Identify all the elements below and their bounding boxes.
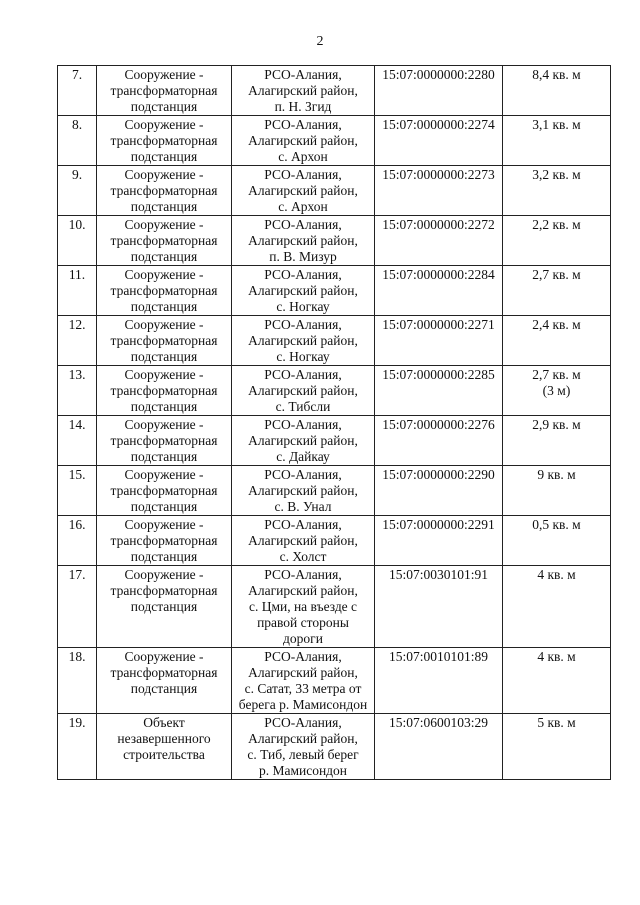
row-number-cell xyxy=(58,648,97,714)
area-cell xyxy=(503,216,611,266)
location-cell xyxy=(232,66,375,116)
object-type-line: трансформаторная xyxy=(110,283,218,298)
cadastral-number-cell xyxy=(375,216,503,266)
object-type-cell xyxy=(97,316,232,366)
object-type-line: трансформаторная xyxy=(110,183,218,198)
table-row xyxy=(58,566,611,648)
area-line: 3,2 кв. м xyxy=(532,167,581,182)
cadastral-number-cell xyxy=(375,166,503,216)
area-cell xyxy=(503,166,611,216)
object-type-line: подстанция xyxy=(130,299,198,314)
object-type-line: подстанция xyxy=(130,499,198,514)
row-number: 7. xyxy=(71,67,83,82)
object-type-line: Сооружение - xyxy=(124,517,204,532)
cadastral-number: 15:07:0000000:2284 xyxy=(382,267,495,282)
row-number-cell xyxy=(58,416,97,466)
location-line: п. Н. Згид xyxy=(274,99,332,114)
object-type-line: строительства xyxy=(123,747,205,762)
object-type-cell xyxy=(97,266,232,316)
table-row xyxy=(58,714,611,780)
cadastral-number: 15:07:0000000:2274 xyxy=(382,117,495,132)
area-cell xyxy=(503,366,611,416)
cadastral-number-cell xyxy=(375,516,503,566)
object-type-line: трансформаторная xyxy=(110,133,218,148)
area-cell xyxy=(503,566,611,648)
table-row xyxy=(58,648,611,714)
table-row xyxy=(58,416,611,466)
location-cell xyxy=(232,316,375,366)
row-number: 12. xyxy=(68,317,86,332)
area-line: 4 кв. м xyxy=(537,567,576,582)
row-number: 17. xyxy=(68,567,86,582)
cadastral-number: 15:07:0000000:2271 xyxy=(382,317,495,332)
table-row xyxy=(58,66,611,116)
cadastral-number: 15:07:0000000:2276 xyxy=(382,417,495,432)
location-line: с. Архон xyxy=(278,149,328,164)
object-type-line: Сооружение - xyxy=(124,417,204,432)
row-number: 10. xyxy=(68,217,86,232)
object-type-line: незавершенного xyxy=(117,731,211,746)
object-type-cell xyxy=(97,466,232,516)
object-type-line: подстанция xyxy=(130,249,198,264)
location-line: р. Мамисондон xyxy=(258,763,348,778)
cadastral-number-cell xyxy=(375,648,503,714)
location-cell xyxy=(232,216,375,266)
object-type-line: подстанция xyxy=(130,449,198,464)
location-line: правой стороны xyxy=(257,615,349,630)
cadastral-number-cell xyxy=(375,416,503,466)
table-row xyxy=(58,166,611,216)
object-type-line: Сооружение - xyxy=(124,167,204,182)
location-line: РСО-Алания, xyxy=(264,217,342,232)
location-cell xyxy=(232,466,375,516)
cadastral-number-cell xyxy=(375,714,503,780)
object-type-line: трансформаторная xyxy=(110,583,218,598)
location-line: Алагирский район, xyxy=(248,483,358,498)
object-type-line: подстанция xyxy=(130,199,198,214)
object-type-cell xyxy=(97,366,232,416)
location-line: РСО-Алания, xyxy=(264,715,342,730)
cadastral-number: 15:07:0000000:2280 xyxy=(382,67,495,82)
location-line: РСО-Алания, xyxy=(264,367,342,382)
location-line: РСО-Алания, xyxy=(264,517,342,532)
location-line: с. Цми, на въезде с xyxy=(248,599,358,614)
cadastral-number: 15:07:0000000:2290 xyxy=(382,467,495,482)
area-line: 2,9 кв. м xyxy=(532,417,581,432)
cadastral-number: 15:07:0000000:2285 xyxy=(382,367,495,382)
area-line: 0,5 кв. м xyxy=(532,517,581,532)
location-line: с. Холст xyxy=(279,549,327,564)
area-line: (3 м) xyxy=(542,383,571,398)
cadastral-number: 15:07:0000000:2273 xyxy=(382,167,495,182)
row-number-cell xyxy=(58,66,97,116)
object-type-line: трансформаторная xyxy=(110,433,218,448)
location-line: Алагирский район, xyxy=(248,83,358,98)
table-row xyxy=(58,216,611,266)
object-type-line: Сооружение - xyxy=(124,267,204,282)
cadastral-number: 15:07:0010101:89 xyxy=(388,649,488,664)
location-line: с. Тибсли xyxy=(275,399,331,414)
object-type-line: подстанция xyxy=(130,549,198,564)
object-type-line: трансформаторная xyxy=(110,233,218,248)
location-line: с. Ногкау xyxy=(276,299,330,314)
area-cell xyxy=(503,316,611,366)
table-row xyxy=(58,366,611,416)
object-type-cell xyxy=(97,648,232,714)
location-line: Алагирский район, xyxy=(248,283,358,298)
area-cell xyxy=(503,266,611,316)
area-line: 2,4 кв. м xyxy=(532,317,581,332)
location-cell xyxy=(232,416,375,466)
row-number-cell xyxy=(58,116,97,166)
object-type-line: Сооружение - xyxy=(124,649,204,664)
location-line: дороги xyxy=(283,631,323,646)
area-line: 3,1 кв. м xyxy=(532,117,581,132)
object-type-line: подстанция xyxy=(130,681,198,696)
location-line: РСО-Алания, xyxy=(264,567,342,582)
location-line: Алагирский район, xyxy=(248,133,358,148)
location-line: Алагирский район, xyxy=(248,583,358,598)
location-cell xyxy=(232,648,375,714)
property-registry-table xyxy=(57,65,611,780)
object-type-line: трансформаторная xyxy=(110,483,218,498)
table-body xyxy=(58,66,611,780)
row-number: 14. xyxy=(68,417,86,432)
object-type-line: Объект xyxy=(143,715,185,730)
object-type-cell xyxy=(97,116,232,166)
object-type-line: подстанция xyxy=(130,149,198,164)
row-number-cell xyxy=(58,566,97,648)
object-type-line: Сооружение - xyxy=(124,367,204,382)
location-cell xyxy=(232,566,375,648)
cadastral-number-cell xyxy=(375,266,503,316)
area-cell xyxy=(503,416,611,466)
row-number: 15. xyxy=(68,467,86,482)
area-cell xyxy=(503,648,611,714)
cadastral-number-cell xyxy=(375,116,503,166)
location-cell xyxy=(232,116,375,166)
object-type-cell xyxy=(97,166,232,216)
object-type-line: трансформаторная xyxy=(110,665,218,680)
object-type-cell xyxy=(97,714,232,780)
location-line: Алагирский район, xyxy=(248,433,358,448)
cadastral-number: 15:07:0000000:2272 xyxy=(382,217,495,232)
location-cell xyxy=(232,516,375,566)
object-type-line: трансформаторная xyxy=(110,333,218,348)
row-number-cell xyxy=(58,516,97,566)
location-line: с. Архон xyxy=(278,199,328,214)
location-cell xyxy=(232,714,375,780)
location-line: РСО-Алания, xyxy=(264,649,342,664)
row-number: 16. xyxy=(68,517,86,532)
table-row xyxy=(58,266,611,316)
object-type-line: Сооружение - xyxy=(124,217,204,232)
object-type-line: Сооружение - xyxy=(124,67,204,82)
object-type-cell xyxy=(97,416,232,466)
location-line: Алагирский район, xyxy=(248,383,358,398)
cadastral-number-cell xyxy=(375,466,503,516)
area-cell xyxy=(503,116,611,166)
location-line: РСО-Алания, xyxy=(264,267,342,282)
row-number: 19. xyxy=(68,715,86,730)
area-line: 2,2 кв. м xyxy=(532,217,581,232)
location-line: РСО-Алания, xyxy=(264,167,342,182)
location-line: Алагирский район, xyxy=(248,665,358,680)
object-type-line: подстанция xyxy=(130,349,198,364)
object-type-cell xyxy=(97,66,232,116)
row-number: 8. xyxy=(71,117,83,132)
area-line: 9 кв. м xyxy=(537,467,576,482)
location-cell xyxy=(232,266,375,316)
object-type-line: Сооружение - xyxy=(124,467,204,482)
location-line: Алагирский район, xyxy=(248,233,358,248)
location-line: с. Дайкау xyxy=(276,449,330,464)
object-type-cell xyxy=(97,216,232,266)
object-type-cell xyxy=(97,566,232,648)
location-cell xyxy=(232,166,375,216)
cadastral-number-cell xyxy=(375,366,503,416)
row-number-cell xyxy=(58,366,97,416)
area-cell xyxy=(503,66,611,116)
cadastral-number: 15:07:0000000:2291 xyxy=(382,517,495,532)
object-type-line: подстанция xyxy=(130,99,198,114)
location-line: РСО-Алания, xyxy=(264,417,342,432)
table-row xyxy=(58,316,611,366)
object-type-line: подстанция xyxy=(130,399,198,414)
location-line: РСО-Алания, xyxy=(264,117,342,132)
object-type-cell xyxy=(97,516,232,566)
location-line: Алагирский район, xyxy=(248,533,358,548)
area-line: 2,7 кв. м xyxy=(532,267,581,282)
area-cell xyxy=(503,466,611,516)
table-row xyxy=(58,516,611,566)
cadastral-number: 15:07:0600103:29 xyxy=(388,715,488,730)
page-number: 2 xyxy=(316,34,324,49)
object-type-line: трансформаторная xyxy=(110,83,218,98)
row-number: 9. xyxy=(71,167,83,182)
area-line: 4 кв. м xyxy=(537,649,576,664)
location-line: Алагирский район, xyxy=(248,183,358,198)
location-line: Алагирский район, xyxy=(248,333,358,348)
row-number-cell xyxy=(58,316,97,366)
location-cell xyxy=(232,366,375,416)
object-type-line: подстанция xyxy=(130,599,198,614)
table-row xyxy=(58,466,611,516)
object-type-line: Сооружение - xyxy=(124,117,204,132)
row-number-cell xyxy=(58,166,97,216)
location-line: с. Тиб, левый берег xyxy=(247,747,359,762)
area-line: 2,7 кв. м xyxy=(532,367,581,382)
row-number: 11. xyxy=(68,267,86,282)
area-cell xyxy=(503,714,611,780)
cadastral-number-cell xyxy=(375,316,503,366)
object-type-line: Сооружение - xyxy=(124,317,204,332)
object-type-line: трансформаторная xyxy=(110,383,218,398)
table-row xyxy=(58,116,611,166)
cadastral-number-cell xyxy=(375,66,503,116)
object-type-line: трансформаторная xyxy=(110,533,218,548)
area-line: 5 кв. м xyxy=(537,715,576,730)
location-line: с. В. Унал xyxy=(274,499,332,514)
row-number-cell xyxy=(58,266,97,316)
location-line: п. В. Мизур xyxy=(269,249,337,264)
row-number: 18. xyxy=(68,649,86,664)
object-type-line: Сооружение - xyxy=(124,567,204,582)
location-line: берега р. Мамисондон xyxy=(238,697,368,712)
location-line: РСО-Алания, xyxy=(264,317,342,332)
location-line: РСО-Алания, xyxy=(264,467,342,482)
location-line: РСО-Алания, xyxy=(264,67,342,82)
row-number-cell xyxy=(58,216,97,266)
row-number-cell xyxy=(58,466,97,516)
location-line: с. Ногкау xyxy=(276,349,330,364)
area-line: 8,4 кв. м xyxy=(532,67,581,82)
cadastral-number-cell xyxy=(375,566,503,648)
area-cell xyxy=(503,516,611,566)
cadastral-number: 15:07:0030101:91 xyxy=(388,567,488,582)
row-number: 13. xyxy=(68,367,86,382)
location-line: с. Сатат, 33 метра от xyxy=(244,681,362,696)
location-line: Алагирский район, xyxy=(248,731,358,746)
row-number-cell xyxy=(58,714,97,780)
